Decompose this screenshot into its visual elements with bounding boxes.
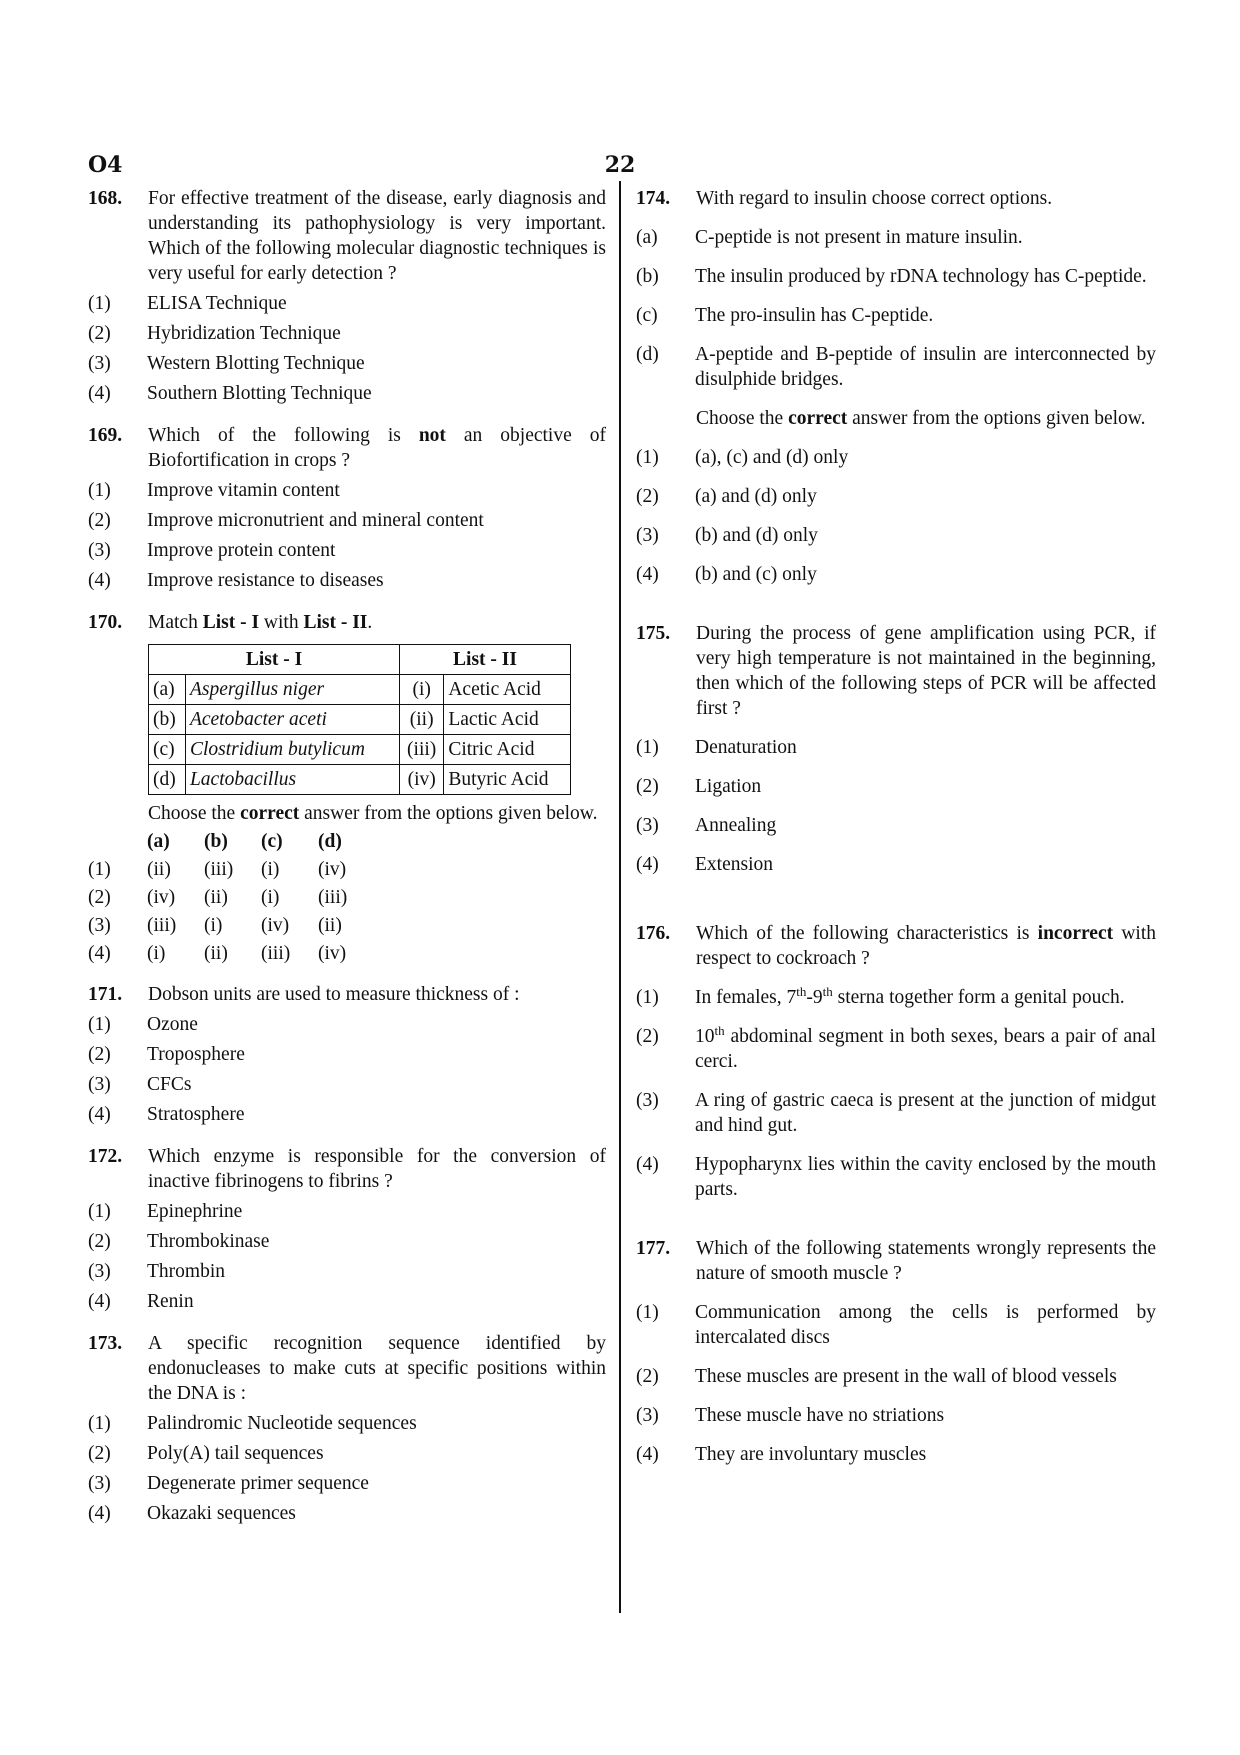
question-stem: Match List - I with List - II. [148, 612, 373, 633]
option: (3) Annealing [636, 815, 777, 836]
page-number: 22 [604, 152, 636, 178]
question-175 [636, 621, 1156, 877]
option: (3) (b) and (d) only [636, 525, 818, 546]
option: (2) Hybridization Technique [88, 323, 341, 344]
option: (1) Ozone [88, 1014, 198, 1035]
question-stem: Which enzyme is responsible for the conversion of inactive fibrinogens to fibrins ? [148, 1146, 606, 1192]
option: (4) (b) and (c) only [636, 564, 817, 585]
left-column [88, 186, 606, 1526]
question-number: 175. [636, 623, 671, 644]
match-table [148, 644, 571, 795]
table-row: (c) Clostridium butylicum (iii) Citric Acid [149, 735, 571, 765]
question-stem: A specific recognition sequence identified by endonucleases to make cuts at specific positions within the DNA is : [148, 1333, 606, 1404]
question-172 [88, 1144, 606, 1314]
question-169 [88, 423, 606, 593]
option: (2) These muscles are present in the wall of blood vessels [636, 1366, 1117, 1387]
option: (4) Extension [636, 854, 773, 875]
question-number: 170. [88, 612, 123, 633]
question-170 [88, 610, 606, 968]
option: (2) 10th abdominal segment in both sexes, bears a pair of anal cerci. [636, 1023, 1156, 1072]
answer-grid: (a) (b) (c) (d) (1) (ii) (iii) (i) (iv) (2) (iv) (ii) (i) (iii) (3) (iii) (i) (iv) (ii) (4) (i) (ii) (iii) (iv) [88, 831, 348, 964]
question-171 [88, 982, 606, 1127]
option: (2) Ligation [636, 776, 762, 797]
question-number: 177. [636, 1238, 671, 1259]
table-row: (d) Lactobacillus (iv) Butyric Acid [149, 765, 571, 795]
option: (3) Improve protein content [88, 540, 336, 561]
option: (3) These muscle have no striations [636, 1405, 945, 1426]
question-stem: Dobson units are used to measure thickness of : [148, 984, 520, 1005]
statement: (d) A-peptide and B-peptide of insulin are interconnected by disulphide bridges. [636, 344, 1156, 390]
option: (2) Improve micronutrient and mineral content [88, 510, 484, 531]
paper-code: O4 [88, 152, 123, 178]
option: (1) Improve vitamin content [88, 480, 340, 501]
question-number: 169. [88, 425, 123, 446]
right-column [636, 186, 1156, 1467]
question-number: 172. [88, 1146, 123, 1167]
question-stem: Which of the following statements wrongly represents the nature of smooth muscle ? [696, 1238, 1156, 1284]
option: (1) In females, 7th-9th sterna together form a genital pouch. [636, 984, 1125, 1008]
question-number: 168. [88, 188, 123, 209]
question-stem: With regard to insulin choose correct options. [696, 188, 1053, 209]
option: (4) Southern Blotting Technique [88, 383, 372, 404]
question-174 [636, 186, 1156, 587]
question-176 [636, 921, 1156, 1202]
option: (4) Stratosphere [88, 1104, 245, 1125]
option: (4) Improve resistance to diseases [88, 570, 384, 591]
question-stem: During the process of gene amplification using PCR, if very high temperature is not maintained in the beginning, then which of the following steps of PCR will be affected first ? [696, 623, 1156, 719]
option: (4) Okazaki sequences [88, 1503, 296, 1524]
option: (4) Renin [88, 1291, 194, 1312]
question-number: 176. [636, 923, 671, 944]
choose-instruction: Choose the correct answer from the options given below. [696, 408, 1146, 429]
option: (2) (a) and (d) only [636, 486, 817, 507]
statement: (c) The pro-insulin has C-peptide. [636, 305, 934, 326]
column-divider [619, 181, 621, 1613]
option: (1) (a), (c) and (d) only [636, 447, 849, 468]
statement: (a) C-peptide is not present in mature insulin. [636, 227, 1023, 248]
question-number: 174. [636, 188, 671, 209]
list-1-header: List - I [149, 645, 400, 675]
table-row: (a) Aspergillus niger (i) Acetic Acid [149, 675, 571, 705]
question-stem: Which of the following characteristics is incorrect with respect to cockroach ? [696, 923, 1156, 969]
option: (4) They are involuntary muscles [636, 1444, 927, 1465]
option: (1) Epinephrine [88, 1201, 243, 1222]
question-stem: For effective treatment of the disease, early diagnosis and understanding its pathophysiology is very important. Which of the following molecular diagnostic techniques is very useful for early detection ? [148, 188, 606, 284]
option: (1) Communication among the cells is performed by intercalated discs [636, 1302, 1156, 1348]
table-row: (b) Acetobacter aceti (ii) Lactic Acid [149, 705, 571, 735]
list-2-header: List - II [400, 645, 571, 675]
option: (3) Thrombin [88, 1261, 225, 1282]
statement: (b) The insulin produced by rDNA technology has C-peptide. [636, 266, 1147, 287]
option: (1) Palindromic Nucleotide sequences [88, 1413, 417, 1434]
question-177 [636, 1236, 1156, 1467]
option: (2) Thrombokinase [88, 1231, 270, 1252]
question-number: 173. [88, 1333, 123, 1354]
option: (2) Troposphere [88, 1044, 245, 1065]
option: (2) Poly(A) tail sequences [88, 1443, 324, 1464]
option: (3) Western Blotting Technique [88, 353, 365, 374]
option: (3) A ring of gastric caeca is present at the junction of midgut and hind gut. [636, 1090, 1156, 1136]
choose-instruction: Choose the correct answer from the options given below. [148, 803, 598, 824]
option: (4) Hypopharynx lies within the cavity enclosed by the mouth parts. [636, 1154, 1156, 1200]
question-stem: Which of the following is not an objective of Biofortification in crops ? [148, 425, 606, 471]
question-number: 171. [88, 984, 123, 1005]
option: (3) Degenerate primer sequence [88, 1473, 369, 1494]
option: (1) ELISA Technique [88, 293, 287, 314]
question-168 [88, 186, 606, 406]
question-173 [88, 1331, 606, 1526]
option: (1) Denaturation [636, 737, 797, 758]
option: (3) CFCs [88, 1074, 192, 1095]
